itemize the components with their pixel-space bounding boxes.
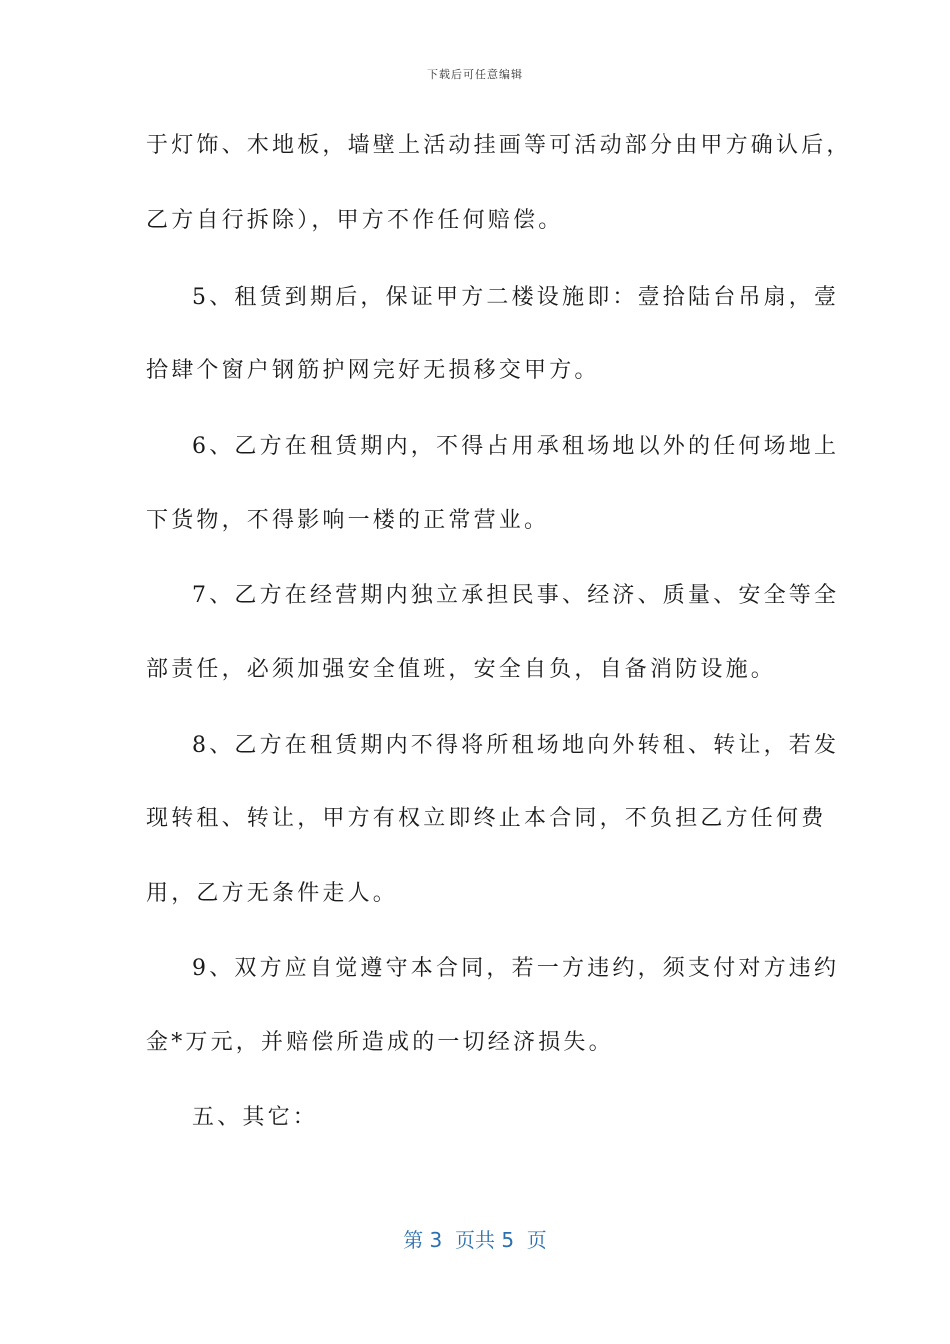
- section-heading: 五、其它：: [192, 1105, 319, 1130]
- text-line: 于灯饰、木地板，墙壁上活动挂画等可活动部分由甲方确认后，: [146, 133, 852, 158]
- text-line: 乙方自行拆除），甲方不作任何赔偿。: [146, 208, 564, 233]
- text-line: 9、双方应自觉遵守本合同，若一方违约，须支付对方违约: [192, 956, 840, 981]
- text-line: 7、乙方在经营期内独立承担民事、经济、质量、安全等全: [192, 583, 840, 608]
- text-line: 拾肆个窗户钢筋护网完好无损移交甲方。: [146, 358, 600, 383]
- text-line: 下货物，不得影响一楼的正常营业。: [146, 508, 550, 533]
- text-line: 金*万元，并赔偿所造成的一切经济损失。: [146, 1030, 614, 1055]
- header-note: 下载后可任意编辑: [427, 68, 523, 81]
- text-line: 5、租赁到期后，保证甲方二楼设施即：壹拾陆台吊扇，壹: [192, 285, 840, 310]
- text-line: 8、乙方在租赁期内不得将所租场地向外转租、转让，若发: [192, 733, 840, 758]
- text-line: 部责任，必须加强安全值班，安全自负，自备消防设施。: [146, 657, 777, 682]
- text-line: 6、乙方在租赁期内，不得占用承租场地以外的任何场地上: [192, 434, 840, 459]
- text-line: 用，乙方无条件走人。: [146, 881, 399, 906]
- page-number-footer: 第 3 页共 5 页: [403, 1228, 547, 1252]
- text-line: 现转租、转让，甲方有权立即终止本合同，不负担乙方任何费: [146, 806, 827, 831]
